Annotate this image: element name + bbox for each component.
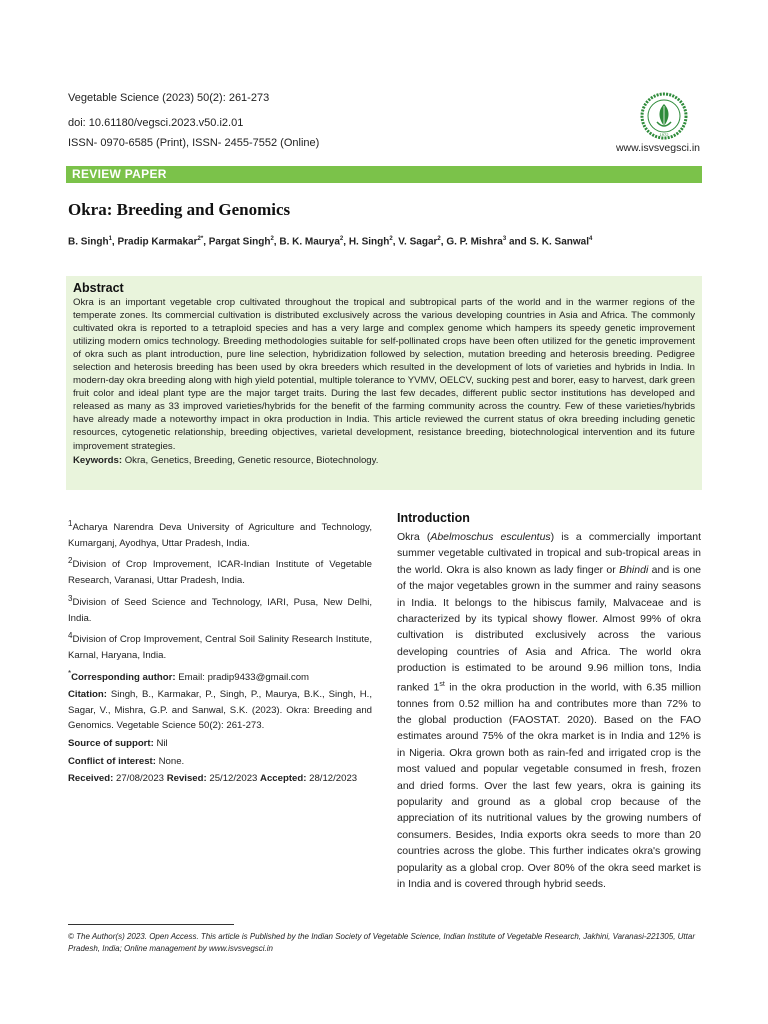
abstract-box: [66, 276, 702, 490]
author-affiliation-marker: 2: [339, 236, 344, 242]
author-affiliation-marker: 2: [389, 236, 393, 242]
author-name: G. P. Mishra: [446, 236, 503, 248]
paper-title: Okra: Breeding and Genomics: [68, 200, 291, 219]
keywords-label: Keywords:: [73, 454, 123, 466]
affiliation-3: $^3$Division of Seed Science and Technology, IARI, Pusa, New Delhi, India.: [68, 593, 372, 624]
author-separator: ,: [343, 236, 349, 248]
author-name: B. K. Maurya: [279, 236, 340, 248]
affiliation-1: $^1$Acharya Narendra Deva University of Agriculture and Technology, Kumarganj, Ayodhya, Uttar Pradesh, India.: [68, 519, 372, 549]
issn: ISSN- 0970-6585 (Print), ISSN- 2455-7552 (Online): [68, 137, 320, 149]
author-affiliation-marker: 1: [108, 236, 112, 242]
author-separator: ,: [440, 236, 447, 248]
author-name: H. Singh: [348, 236, 390, 248]
introduction-text: Okra (Abelmoschus esculentus) is a commercially important summer vegetable cultivated in tropical and sub-tropical areas in the world. Okra is also known as lady finger or Bhindi and is one of the major vegetables grown in the summer and rainy seasons in India. It belongs to the hibiscus family, Malvaceae and is characterized by its typical showy flower. Almost 99% of okra cultivation is distributed exclusively across the various developing countries of Asia and Africa. The world okra production is estimated to be around 9.96 million tons, India ranked 1st in the okra production in the world, with 6.35 million tonnes from 0.52 million ha and contributes more than 72% to the global production (FAOSTAT. 2020). Based on the FAO estimates around 75% of the okra market is in India and 12% is in Nigeria. Okra grown both as rain-fed and irrigated crop is the most valued and popular vegetable consumed in fresh, frozen and dried forms. Over the last few years, okra is gaining its popularity and ground as a global crop because of the appreciation of its nutritional values by the growing numbers of consumers. Besides, India exports okra seeds to more than 20 countries across the globe. This further indicates okra's growing popularity as a global crop. Over 80% of the okra seed market is in India and is covered through hybrid seeds.: [397, 531, 701, 891]
author-separator: ,: [392, 236, 399, 248]
author-name: Pradip Karmakar: [117, 236, 198, 248]
abstract-heading: Abstract: [73, 281, 124, 295]
author-affiliation-marker: 3: [502, 236, 507, 242]
logo-year: 1972: [659, 132, 669, 137]
review-paper-band: REVIEW PAPER: [66, 166, 702, 183]
author-name: B. Singh: [68, 236, 109, 248]
author-separator: and: [506, 236, 530, 248]
affiliation-2: $^2$Division of Crop Improvement, ICAR-Indian Institute of Vegetable Research, Varanasi, Uttar Pradesh, India.: [68, 556, 372, 587]
author-affiliation-marker: 2: [270, 236, 274, 242]
author-list: [68, 236, 592, 247]
source-of-support: Source of support: Nil: [68, 738, 168, 750]
abstract-text: Okra is an important vegetable crop cultivated throughout the tropical and subtropical parts of the world and in the warmer regions of the temperate zones. Its commercial cultivation is distributed exclusively across the various developing countries in Asia and Africa. The commonly cultivated okra is reported to a tetraploid species and has a very large and complex genome which hampers its speedy genetic improvement utilizing modern omics technology. Breeding methodologies suitable for self-pollinated crops have been often utilized for the genetic improvement of okra such as plant introduction, pure line selection, hybridization followed by selection, mutation breeding and heterosis breeding. Pedigree selection and heterosis breeding has been used by okra breeders which resulted in the development of lots of varieties and hybrids in India. In modern-day okra breeding along with high yield potential, multiple tolerance to YVMV, OELCV, sucking pest and borer, easy to harvest, dark green fruit color and ideal plant type are the major target traits. During the last few decades, different public sector institutions has developed and released as many as 33 improved varieties/hybrids for the benefit of the farming community across the country. Few of these varieties/hybrids have already made a noteworthy impact in okra production in India. This article reviewed the current status of okra breeding including genetic resources, cytogenetic relationship, breeding objectives, varietal development, resistance breeding, biotechnological intervention and its future improvement strategies.: [73, 297, 695, 452]
corresponding-author: *Corresponding author: Email: pradip9433@gmail.com: [68, 668, 310, 683]
author-separator: ,: [273, 236, 280, 248]
author-affiliation-marker: 2: [437, 236, 441, 242]
front-matter-column: [68, 516, 372, 789]
society-logo-icon: [640, 92, 688, 140]
affiliation-4: $^4$Division of Crop Improvement, Central Soil Salinity Research Institute, Karnal, Haryana, India.: [68, 631, 372, 661]
author-separator: ,: [111, 236, 118, 248]
author-affiliation-marker: 2*: [197, 236, 204, 242]
website-link[interactable]: www.isvsvegsci.in: [615, 142, 700, 154]
author-separator: ,: [203, 236, 209, 248]
citation: Citation: Singh, B., Karmakar, P., Singh, P., Maurya, B.K., Singh, H., Sagar, V., Mishra, G.P. and Sanwal, S.K. (2023). Okra: Breeding and Genomics. Vegetable Science 50(2): 261-273.: [68, 689, 372, 732]
author-name: S. K. Sanwal: [529, 236, 589, 248]
corresponding-email[interactable]: Email: pradip9433@gmail.com: [178, 671, 310, 683]
keywords: [73, 454, 695, 467]
article-dates: Received: 27/08/2023 Revised: 25/12/2023 Accepted: 28/12/2023: [68, 773, 358, 785]
copyright-footnote: © The Author(s) 2023. Open Access. This article is Published by the Indian Society of Vegetable Science, Indian Institute of Vegetable Research, Jakhini, Varanasi-221305, Uttar Pradesh, India; Online management by www.isvsvegsci.in: [68, 932, 695, 953]
keywords-text: Okra, Genetics, Breeding, Genetic resource, Biotechnology.: [124, 454, 379, 466]
journal-citation: Vegetable Science (2023) 50(2): 261-273: [68, 92, 270, 104]
author-name: V. Sagar: [398, 236, 438, 248]
footnote-divider: [68, 924, 234, 925]
introduction-heading: Introduction: [397, 511, 470, 525]
doi[interactable]: doi: 10.61180/vegsci.2023.v50.i2.01: [68, 117, 244, 129]
author-name: Pargat Singh: [208, 236, 271, 248]
conflict-of-interest: Conflict of interest: None.: [68, 755, 185, 767]
author-affiliation-marker: 4: [588, 236, 593, 242]
